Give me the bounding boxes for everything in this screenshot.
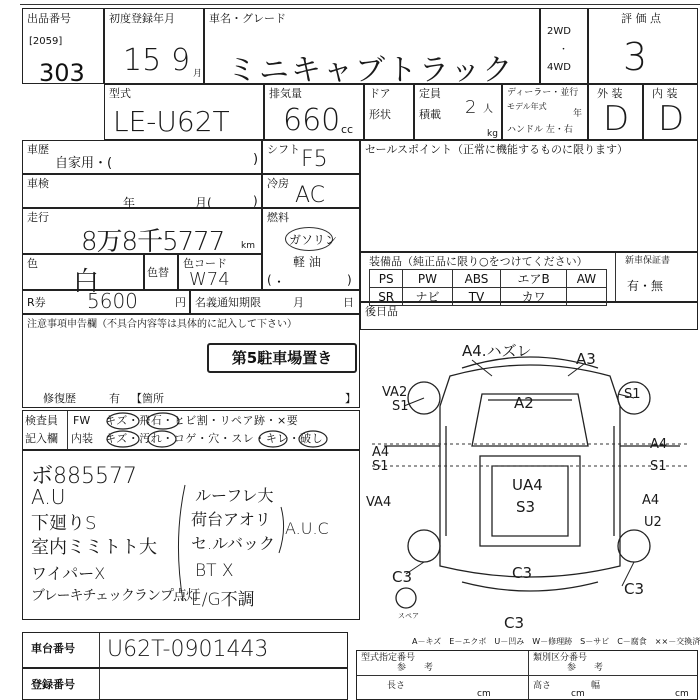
sales-point-label: セールスポイント（正常に機能するものに限ります） xyxy=(365,143,629,156)
history-close: ) xyxy=(253,152,259,167)
exterior-box xyxy=(588,84,643,140)
inspector-circles xyxy=(23,411,361,451)
diag-label-ua4: UA4 xyxy=(512,476,543,494)
diag-label-c3-bottom: C3 xyxy=(504,614,525,632)
lot-label: 出品番号 xyxy=(27,12,71,25)
displacement-unit: cc xyxy=(341,123,354,136)
equip-airbag: エアB xyxy=(501,270,566,288)
fuel-box xyxy=(262,208,360,290)
inspection-box xyxy=(22,174,262,208)
inspection-close: ) xyxy=(253,194,258,208)
equip-ps: PS xyxy=(370,270,403,288)
cat-sub: 参 考 xyxy=(567,663,604,673)
handle-label: ハンドル 左・右 xyxy=(507,125,573,135)
fuel-other: ・ xyxy=(273,275,286,289)
diag-label-a4-left: A4 xyxy=(372,445,390,460)
spec-codes-rule xyxy=(357,675,697,676)
chassis-label: 車台番号 xyxy=(31,642,75,655)
lot-sub: [2059] xyxy=(29,36,63,47)
lot-number: 303 xyxy=(39,59,85,87)
notes-box xyxy=(22,314,360,408)
capacity-label: 定員 xyxy=(419,87,441,100)
handwritten-brackets xyxy=(23,451,361,621)
recycle-label: R券 xyxy=(27,296,46,309)
diag-label-va2: VA2 xyxy=(382,385,408,400)
ac-value: AC xyxy=(295,183,326,208)
fuel-light-oil: 軽 油 xyxy=(293,255,321,269)
diag-label-hood: A4.ハズレ xyxy=(462,342,532,360)
note-bed: 荷台アオリ xyxy=(191,510,271,529)
drive-2wd: 2WD xyxy=(547,26,571,37)
note-back: セ.ルバック xyxy=(191,534,275,553)
fuel-paren-close: ) xyxy=(347,273,352,287)
fw-label: FW xyxy=(73,414,91,427)
diag-label-s3: S3 xyxy=(516,498,536,516)
ac-box xyxy=(262,174,360,208)
inspector-box xyxy=(22,410,360,450)
expiry-day: 日 xyxy=(343,296,354,309)
registration-divider xyxy=(99,669,100,699)
history-value: 自家用・( xyxy=(55,156,113,171)
dealer-label: ディーラー・並行 xyxy=(507,88,579,98)
diag-label-a3: A3 xyxy=(576,350,596,368)
ac-label: 冷房 xyxy=(267,177,289,190)
registration-box xyxy=(104,8,204,84)
displacement-box xyxy=(264,84,364,140)
mileage-label: 走行 xyxy=(27,211,49,224)
drive-4wd: 4WD xyxy=(547,62,571,73)
score-value: 3 xyxy=(623,35,648,79)
fuel-gasoline: ガソリン xyxy=(289,233,338,247)
repair-paren: 【箇所 xyxy=(131,392,164,405)
color-value: 白 xyxy=(73,267,100,297)
rear-items-box xyxy=(360,302,698,330)
height-unit: cm xyxy=(571,689,585,699)
spec-codes-box xyxy=(356,650,698,700)
model-box xyxy=(104,84,264,140)
dealer-box xyxy=(502,84,588,140)
capacity-box xyxy=(414,84,502,140)
repair-value: 有 xyxy=(109,392,120,405)
shape-label: 形状 xyxy=(369,108,391,121)
note-roof: ルーフレ大 xyxy=(195,486,274,505)
note-wiper: ワイパーX xyxy=(31,564,106,583)
width-label: 幅 xyxy=(591,681,601,691)
chassis-value: U62T-0901443 xyxy=(107,637,269,662)
model-value: LE-U62T xyxy=(113,105,230,138)
interior-box xyxy=(643,84,698,140)
trim-label: 色替 xyxy=(147,266,169,279)
shift-box xyxy=(262,140,360,174)
score-label: 評 価 点 xyxy=(621,12,661,25)
load-unit: kg xyxy=(487,129,498,139)
reg-label: 初度登録年月 xyxy=(109,12,175,25)
shift-label: シフト xyxy=(267,143,300,156)
reg-month: 9 xyxy=(171,43,191,78)
door-box xyxy=(364,84,414,140)
width-unit: cm xyxy=(675,689,689,699)
score-box xyxy=(588,8,698,84)
chassis-box xyxy=(22,632,348,668)
chassis-divider xyxy=(99,633,100,667)
note-auc: A.U.C xyxy=(285,519,329,538)
interior-label: 内装 xyxy=(71,432,93,445)
capacity-unit: 人 xyxy=(483,104,493,115)
cert-label: 型式指定番号 xyxy=(361,653,416,663)
history-label: 車歴 xyxy=(27,143,49,156)
equip-navi: ナビ xyxy=(403,288,452,306)
note-underbody: 下廻りS xyxy=(31,513,97,534)
inspection-label: 車検 xyxy=(27,177,49,190)
inspector-row-1: キズ・飛石・ヒビ割・リペア跡・×要 xyxy=(105,414,299,427)
sales-point-box xyxy=(360,140,698,252)
equip-sr: SR xyxy=(370,288,403,306)
car-name-box xyxy=(204,8,540,88)
lot-box xyxy=(22,8,104,87)
diag-label-a4-right2: A4 xyxy=(642,493,660,508)
drive-box xyxy=(540,8,588,84)
note-au: A.U xyxy=(31,485,66,509)
diag-label-a2: A2 xyxy=(514,394,534,412)
inspector-label-1: 検査員 xyxy=(25,414,58,427)
equip-aw: AW xyxy=(566,270,606,288)
equip-leather: カワ xyxy=(501,288,566,306)
shift-value: F5 xyxy=(301,147,328,172)
warranty-divider xyxy=(615,253,616,301)
cert-sub: 参 考 xyxy=(397,663,434,673)
warranty-label: 新車保証書 xyxy=(625,256,671,266)
inspection-month: 月( xyxy=(195,196,212,210)
load-label: 積載 xyxy=(419,108,441,121)
inspection-year: 年 xyxy=(123,196,136,210)
top-rule xyxy=(20,4,700,5)
rear-items-label: 後日品 xyxy=(365,305,398,318)
recycle-value: 5600 xyxy=(87,289,138,313)
parking-stamp: 第5駐車場置き xyxy=(231,349,333,367)
color-label: 色 xyxy=(27,257,38,270)
car-name-label: 車名・グレード xyxy=(209,12,286,25)
diag-label-s1-right2: S1 xyxy=(650,459,667,474)
height-label: 高さ xyxy=(533,681,552,691)
fuel-paren-open: ( xyxy=(267,273,272,287)
int-value: D xyxy=(658,99,685,139)
trim-box xyxy=(144,254,178,290)
notes-label: 注意事項申告欄（不具合内容等は具体的に記入して下さい） xyxy=(27,319,297,330)
diag-label-c3-right: C3 xyxy=(624,580,645,598)
model-year-label: モデル年式 xyxy=(507,102,547,111)
drive-dot: ・ xyxy=(559,45,569,55)
note-engine: E/G不調 xyxy=(191,590,255,610)
expiry-month: 月 xyxy=(293,296,304,309)
equipment-label: 装備品（純正品に限り○をつけてください） xyxy=(369,255,588,268)
capacity-value: 2 xyxy=(465,97,477,118)
registration-number-label: 登録番号 xyxy=(31,678,75,691)
equip-tv: TV xyxy=(452,288,501,306)
displacement-value: 660 xyxy=(283,103,341,138)
mileage-box xyxy=(22,208,262,257)
ext-value: D xyxy=(603,99,630,139)
color-code-box xyxy=(178,254,262,290)
equipment-box xyxy=(360,252,698,302)
car-name-value: ミニキャブトラック xyxy=(227,53,515,88)
note-interior: 室内ミミトト大 xyxy=(31,537,157,558)
note-brake: ブレーキチェックランプ点灯 xyxy=(31,588,200,604)
repair-close: 】 xyxy=(345,392,356,405)
displacement-label: 排気量 xyxy=(269,87,302,100)
inspector-row-2: キズ・汚れ・コゲ・穴・スレ・キレ・破し xyxy=(105,432,324,445)
damage-legend: A－キズ E－エクボ U－凹み W－修理跡 S－サビ C－腐食 ××－交換済 xyxy=(412,637,700,646)
color-code-label: 色コード xyxy=(183,257,227,270)
reg-year: 15 xyxy=(123,43,162,78)
parking-stamp-frame xyxy=(207,343,357,373)
equip-abs: ABS xyxy=(452,270,501,288)
warranty-value: 有・無 xyxy=(627,279,664,293)
registration-number-box xyxy=(22,668,348,700)
recycle-box xyxy=(22,290,190,314)
handwritten-area xyxy=(22,450,360,620)
expiry-box xyxy=(190,290,360,314)
equipment-row-1 xyxy=(370,270,607,288)
model-label: 型式 xyxy=(109,87,131,100)
note-bumper: ボ885577 xyxy=(31,464,137,489)
door-label: ドア xyxy=(369,87,391,100)
repair-label: 修復歴 xyxy=(43,392,76,405)
mileage-unit: km xyxy=(241,241,255,251)
diag-spare-label: スペア xyxy=(398,612,419,620)
model-year-unit: 年 xyxy=(573,109,583,119)
recycle-unit: 円 xyxy=(175,296,186,309)
length-label: 長さ xyxy=(387,681,406,691)
length-unit: cm xyxy=(477,689,491,699)
diag-label-s1-right: S1 xyxy=(624,387,641,402)
diag-label-a4-right: A4 xyxy=(650,437,668,452)
color-code-value: W74 xyxy=(189,269,230,290)
car-diagram xyxy=(362,336,698,632)
diag-label-u2: U2 xyxy=(644,515,662,530)
note-battery: BT X xyxy=(195,561,234,581)
int-label: 内 装 xyxy=(652,87,678,100)
diag-label-s1-left2: S1 xyxy=(372,459,389,474)
expiry-label: 名義通知期限 xyxy=(195,296,261,309)
equipment-table xyxy=(369,269,607,306)
inspector-label-2: 記入欄 xyxy=(25,432,58,445)
diag-label-c3-left: C3 xyxy=(392,568,413,586)
equip-pw: PW xyxy=(403,270,452,288)
ext-label: 外 装 xyxy=(597,87,623,100)
diag-label-va4: VA4 xyxy=(366,495,392,510)
mileage-value: 8万8千5777 xyxy=(81,227,225,257)
reg-month-unit: 月 xyxy=(193,69,203,79)
color-box xyxy=(22,254,144,297)
history-box xyxy=(22,140,262,174)
diag-label-s1-left: S1 xyxy=(392,399,409,414)
fuel-label: 燃料 xyxy=(267,211,289,224)
diag-label-c3-center: C3 xyxy=(512,564,533,582)
cat-label: 類別区分番号 xyxy=(533,653,588,663)
